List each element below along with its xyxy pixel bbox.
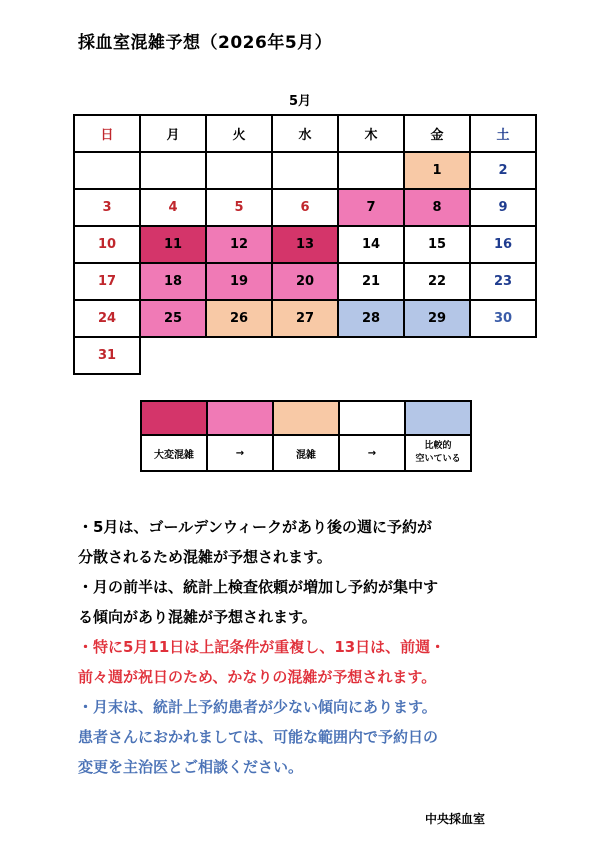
day-cell-blank bbox=[272, 152, 338, 189]
note-line-blue: 変更を主治医とご相談ください。 bbox=[78, 758, 304, 776]
calendar-week-row bbox=[74, 152, 536, 189]
day-cell: 1 bbox=[404, 152, 470, 189]
note-line-blue: ・月末は、統計上予約患者が少ない傾向にあります。 bbox=[78, 698, 437, 716]
day-cell: 22 bbox=[404, 263, 470, 300]
legend-label-row bbox=[141, 435, 471, 471]
note-line-blue: 患者さんにおかれましては、可能な範囲内で予約日の bbox=[78, 728, 439, 746]
day-cell: 23 bbox=[470, 263, 536, 300]
legend-label-free-line1: 比較的 bbox=[424, 441, 452, 451]
day-cell: 21 bbox=[338, 263, 404, 300]
note-line-red: ・特に5月11日は上記条件が重複し、13日は、前週・ bbox=[78, 638, 446, 656]
weekday-tue: 火 bbox=[206, 115, 272, 152]
day-cell: 27 bbox=[272, 300, 338, 337]
day-cell: 12 bbox=[206, 226, 272, 263]
calendar-week-row bbox=[74, 263, 536, 300]
day-cell: 17 bbox=[74, 263, 140, 300]
day-cell-blank bbox=[206, 152, 272, 189]
note-line: 分散されるため混雑が予想されます。 bbox=[78, 548, 332, 566]
day-cell: 9 bbox=[470, 189, 536, 226]
day-cell: 4 bbox=[140, 189, 206, 226]
day-cell: 30 bbox=[470, 300, 536, 337]
notes-section bbox=[78, 512, 548, 782]
calendar-table bbox=[73, 114, 537, 375]
legend-swatch-very-busy bbox=[141, 401, 207, 435]
day-cell: 13 bbox=[272, 226, 338, 263]
day-cell: 25 bbox=[140, 300, 206, 337]
weekday-sat: 土 bbox=[470, 115, 536, 152]
legend-arrow-2: → bbox=[339, 435, 405, 471]
note-line: る傾向があり混雑が予想されます。 bbox=[78, 608, 317, 626]
note-line: ・5月は、ゴールデンウィークがあり後の週に予約が bbox=[78, 518, 432, 536]
day-cell: 20 bbox=[272, 263, 338, 300]
calendar-week-row bbox=[74, 300, 536, 337]
weekday-thu: 木 bbox=[338, 115, 404, 152]
legend-label-free bbox=[405, 435, 471, 471]
calendar-header-row bbox=[74, 115, 536, 152]
weekday-mon: 月 bbox=[140, 115, 206, 152]
day-cell: 8 bbox=[404, 189, 470, 226]
weekday-fri: 金 bbox=[404, 115, 470, 152]
day-cell: 19 bbox=[206, 263, 272, 300]
month-label: 5月 bbox=[288, 94, 312, 109]
day-cell: 6 bbox=[272, 189, 338, 226]
day-cell: 2 bbox=[470, 152, 536, 189]
day-cell: 18 bbox=[140, 263, 206, 300]
legend-arrow-1: → bbox=[207, 435, 273, 471]
day-cell: 31 bbox=[74, 337, 140, 374]
day-cell: 10 bbox=[74, 226, 140, 263]
day-cell: 14 bbox=[338, 226, 404, 263]
day-cell-blank bbox=[140, 152, 206, 189]
calendar-week-row bbox=[74, 337, 536, 374]
day-cell: 16 bbox=[470, 226, 536, 263]
day-cell: 24 bbox=[74, 300, 140, 337]
day-cell-blank bbox=[338, 152, 404, 189]
legend-label-busy: 混雑 bbox=[273, 435, 339, 471]
legend-swatch-free bbox=[405, 401, 471, 435]
legend-swatch-normal bbox=[339, 401, 405, 435]
legend-label-very-busy: 大変混雑 bbox=[141, 435, 207, 471]
weekday-wed: 水 bbox=[272, 115, 338, 152]
footer-department: 中央採血室 bbox=[425, 812, 486, 826]
legend-swatch-busy bbox=[273, 401, 339, 435]
day-cell: 29 bbox=[404, 300, 470, 337]
day-cell: 15 bbox=[404, 226, 470, 263]
day-cell-blank bbox=[74, 152, 140, 189]
calendar-week-row bbox=[74, 226, 536, 263]
note-line: ・月の前半は、統計上検査依頼が増加し予約が集中す bbox=[78, 578, 439, 596]
legend-swatch-busy-high bbox=[207, 401, 273, 435]
day-cell: 11 bbox=[140, 226, 206, 263]
note-line-red: 前々週が祝日のため、かなりの混雑が予想されます。 bbox=[78, 668, 437, 686]
day-cell: 5 bbox=[206, 189, 272, 226]
day-cell: 3 bbox=[74, 189, 140, 226]
day-cell: 7 bbox=[338, 189, 404, 226]
day-cell: 26 bbox=[206, 300, 272, 337]
day-cell: 28 bbox=[338, 300, 404, 337]
legend-swatch-row bbox=[141, 401, 471, 435]
weekday-sun: 日 bbox=[74, 115, 140, 152]
legend-label-free-line2: 空いている bbox=[415, 454, 461, 464]
page-title: 採血室混雑予想（2026年5月） bbox=[78, 33, 333, 53]
legend-table bbox=[140, 400, 472, 472]
calendar-week-row bbox=[74, 189, 536, 226]
